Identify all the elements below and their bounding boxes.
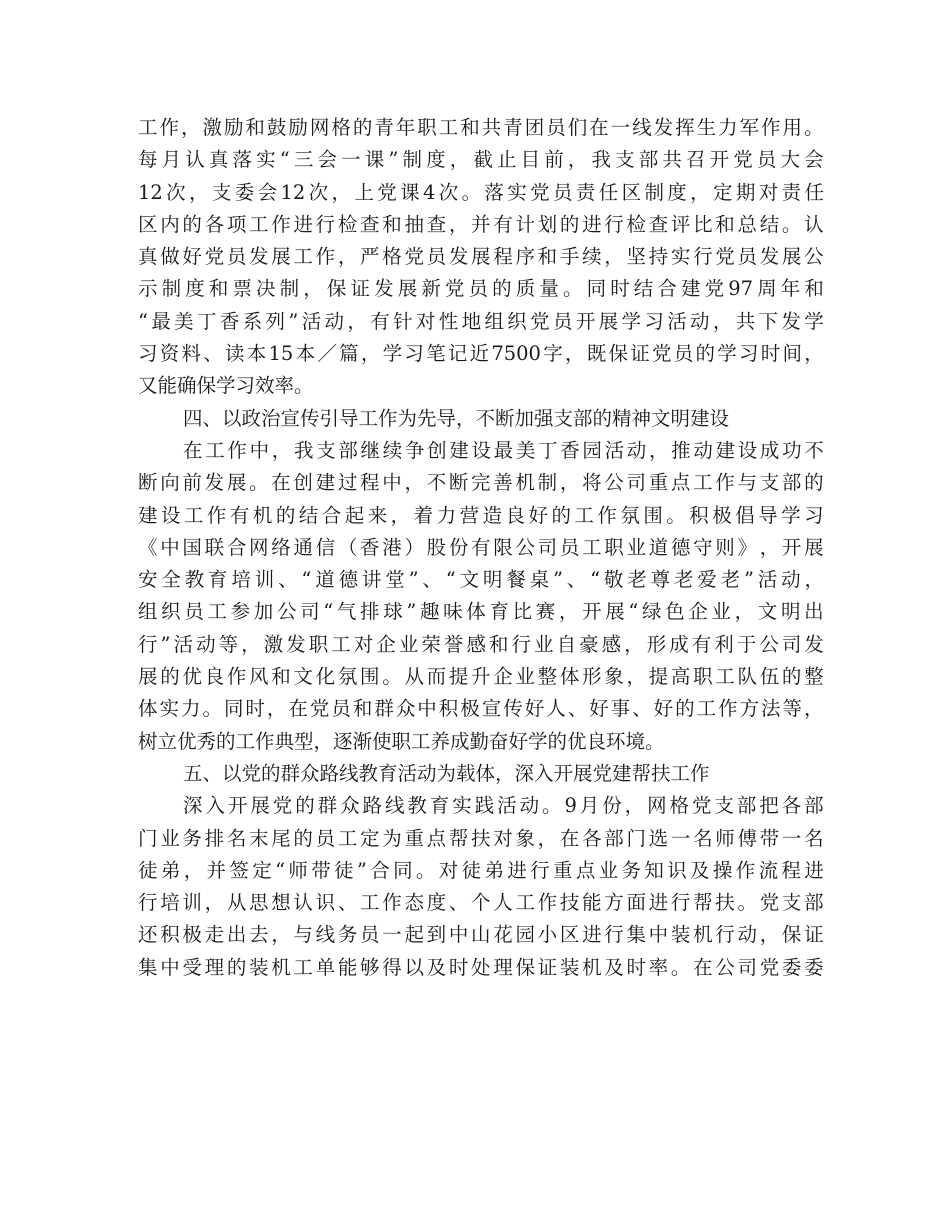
text-line: 区 内 的 各 项 工 作 进 行 检 查 和 抽 查 ， 并 有 计 划 的 进 行 检 查 评 比 和 总 结 。 认 [138,212,824,236]
text-line: 又能确保学习效率。 [138,374,314,398]
text-line: 12 次 ， 支 委 会 12 次 ， 上 党 课 4 次 。 落 实 党 员 责 任 区 制 度 ， 定 期 对 责 任 [138,180,824,204]
text-line: 习 资 料 、 读 本 15 本 ／ 篇 ， 学 习 笔 记 近 7500 字 ， 既 保 证 党 员 的 学 习 时 间 ， [138,342,824,366]
text-line: 深 入 开 展 党 的 群 众 路 线 教 育 实 践 活 动 。 9 月 份 ， 网 格 党 支 部 把 各 部 [183,794,824,818]
text-line: 展 的 优 良 作 风 和 文 化 氛 围 。 从 而 提 升 企 业 整 体 形 象 ， 提 高 职 工 队 伍 的 整 [138,665,824,689]
text-line: 建 设 工 作 有 机 的 结 合 起 来 ， 着 力 营 造 良 好 的 工 作 氛 围 。 积 极 倡 导 学 习 [138,503,824,527]
text-line: 在 工 作 中 ， 我 支 部 继 续 争 创 建 设 最 美 丁 香 园 活 动 ， 推 动 建 设 成 功 不 [183,438,824,462]
text-line: 集 中 受 理 的 装 机 工 单 能 够 得 以 及 时 处 理 保 证 装 机 及 时 率 。 在 公 司 党 委 委 [138,955,824,979]
text-line: 每 月 认 真 落 实 “ 三 会 一 课 ” 制 度 ， 截 止 目 前 ， 我 支 部 共 召 开 党 员 大 会 [138,148,824,172]
text-line: 徒 弟 ， 并 签 定 “ 师 带 徒 ” 合 同 。 对 徒 弟 进 行 重 点 业 务 知 识 及 操 作 流 程 进 [138,858,824,882]
text-line: 组 织 员 工 参 加 公 司 “ 气 排 球 ” 趣 味 体 育 比 赛 ， 开 展 “ 绿 色 企 业 ， 文 明 出 [138,600,824,624]
document-body [138,112,824,984]
text-line: 示 制 度 和 票 决 制 ， 保 证 发 展 新 党 员 的 质 量 。 同 时 结 合 建 党 97 周 年 和 [138,277,824,301]
text-line: 还 积 极 走 出 去 ， 与 线 务 员 一 起 到 中 山 花 园 小 区 进 行 集 中 装 机 行 动 ， 保 证 [138,923,824,947]
text-line: 真 做 好 党 员 发 展 工 作 ， 严 格 党 员 发 展 程 序 和 手 续 ， 坚 持 实 行 党 员 发 展 公 [138,245,824,269]
text-line: 断 向 前 发 展 。 在 创 建 过 程 中 ， 不 断 完 善 机 制 ， 将 公 司 重 点 工 作 与 支 部 的 [138,471,824,495]
text-line: 门 业 务 排 名 末 尾 的 员 工 定 为 重 点 帮 扶 对 象 ， 在 各 部 门 选 一 名 师 傅 带 一 名 [138,826,824,850]
text-line: 树立优秀的工作典型，逐渐使职工养成勤奋好学的优良环境。 [138,729,665,753]
text-line: 安 全 教 育 培 训 、 “ 道 德 讲 堂 ” 、 “ 文 明 餐 桌 ” 、 “ 敬 老 尊 老 爱 老 ” 活 动 ， [138,568,824,592]
text-line: “ 最 美 丁 香 系 列 ” 活 动 ， 有 针 对 性 地 组 织 党 员 开 展 学 习 活 动 ， 共 下 发 学 [138,309,824,333]
text-line: 行 培 训 ， 从 思 想 认 识 、 工 作 态 度 、 个 人 工 作 技 能 方 面 进 行 帮 扶 。 党 支 部 [138,891,824,915]
text-line: 工 作 ， 激 励 和 鼓 励 网 格 的 青 年 职 工 和 共 青 团 员 们 在 一 线 发 挥 生 力 军 作 用 。 [138,116,824,139]
text-line: 行 ” 活 动 等 ， 激 发 职 工 对 企 业 荣 誉 感 和 行 业 自 豪 感 ， 形 成 有 利 于 公 司 发 [138,632,824,656]
text-line: 《 中 国 联 合 网 络 通 信 （ 香 港 ） 股 份 有 限 公 司 员 工 职 业 道 德 守 则 》 ， 开 展 [138,535,824,559]
text-line: 体 实 力 。 同 时 ， 在 党 员 和 群 众 中 积 极 宣 传 好 人 、 好 事 、 好 的 工 作 方 法 等 ， [138,697,824,721]
section-heading: 四、以政治宣传引导工作为先导，不断加强支部的精神文明建设 [183,406,730,430]
section-heading: 五、以党的群众路线教育活动为载体，深入开展党建帮扶工作 [183,761,710,785]
